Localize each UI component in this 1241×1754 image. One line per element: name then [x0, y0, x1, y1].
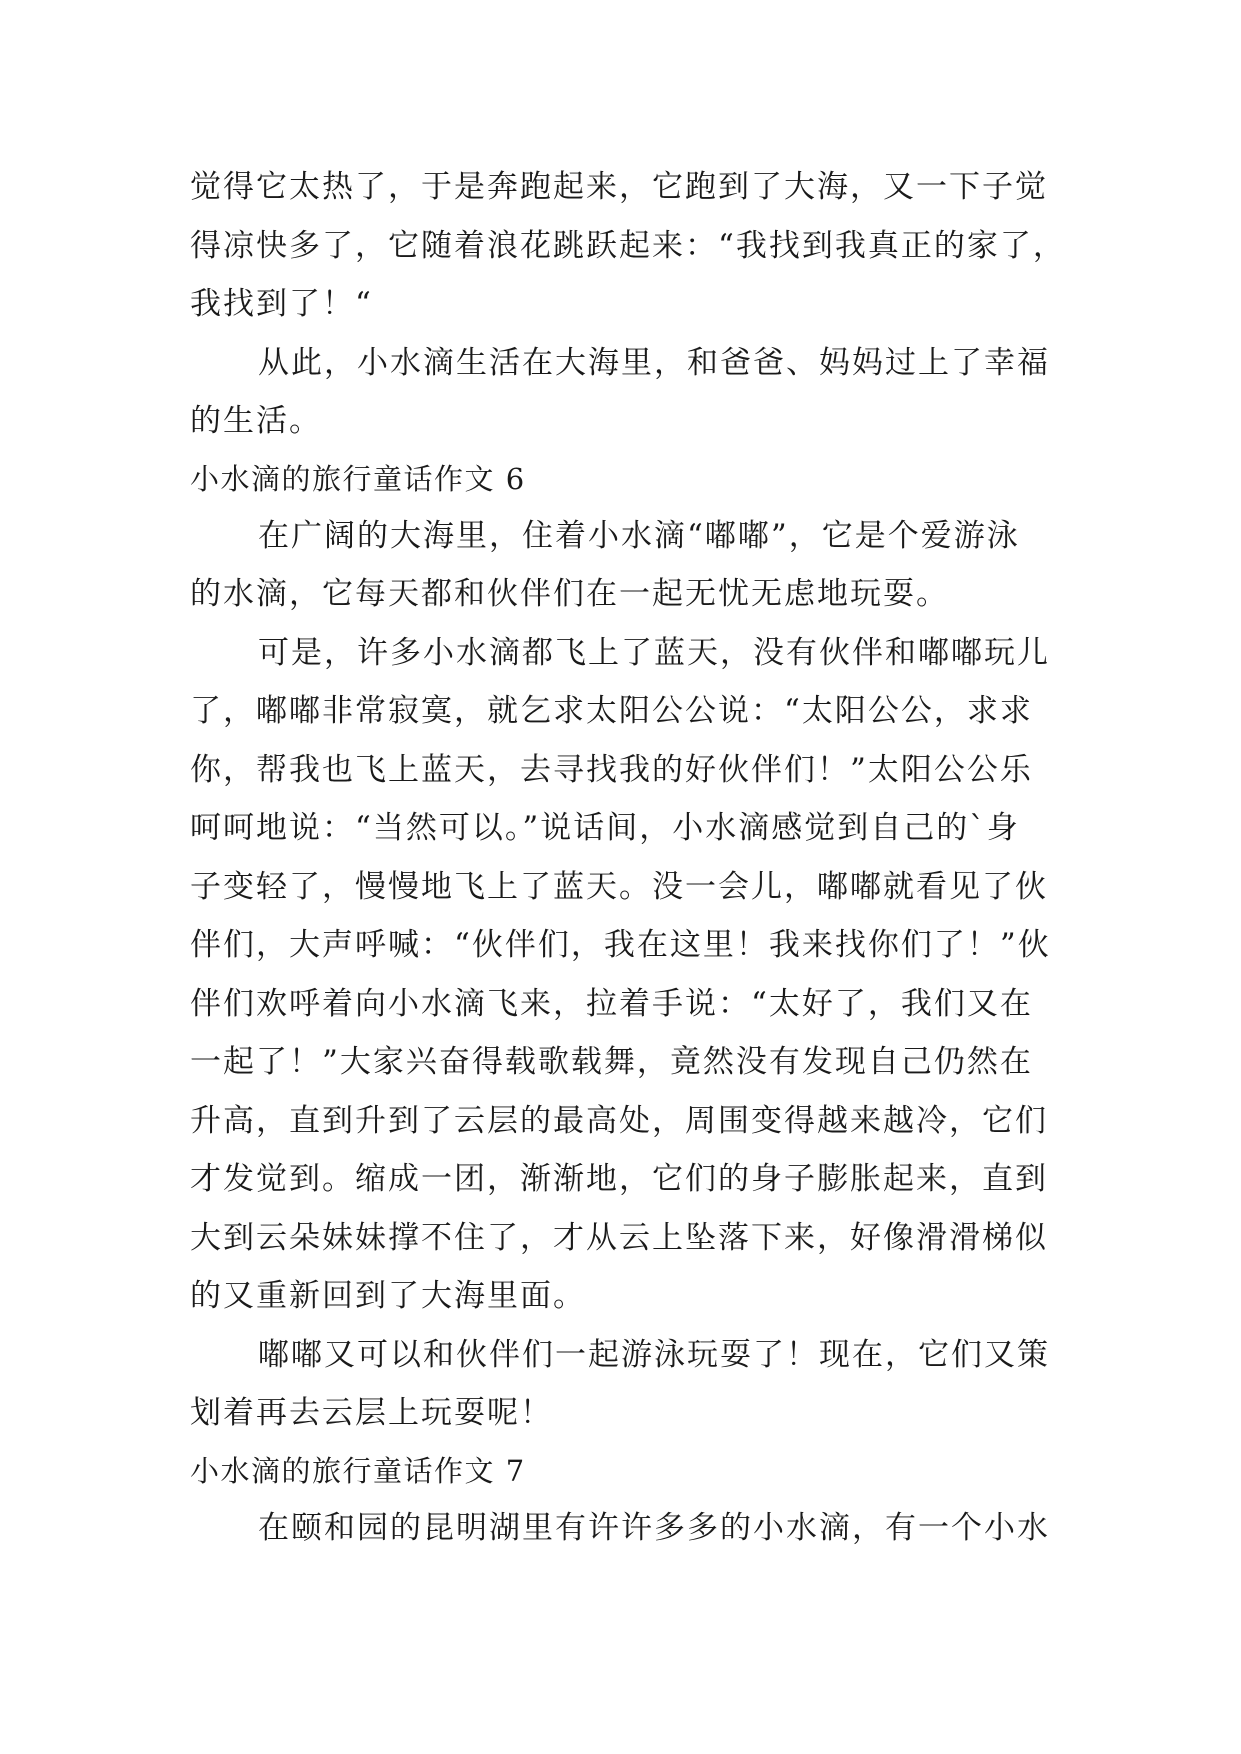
paragraph-start-line: 在广阔的大海里，住着小水滴“嘟嘟”，它是个爱游泳 — [258, 517, 1020, 554]
text-line: 了，嘟嘟非常寂寞，就乞求太阳公公说：“太阳公公，求求 — [190, 693, 1033, 729]
text-line: 呵呵地说：“当然可以。”说话间，小水滴感觉到自己的`身 — [190, 810, 1020, 846]
document-body — [190, 158, 1066, 1557]
text-line: 子变轻了，慢慢地飞上了蓝天。没一会儿，嘟嘟就看见了伙 — [190, 868, 1048, 905]
text-line: 大到云朵妹妹撑不住了，才从云上坠落下来，好像滑滑梯似 — [190, 1219, 1048, 1256]
text-line: 伴们，大声呼喊：“伙伴们，我在这里！我来找你们了！”伙 — [190, 927, 1051, 963]
text-line: 的水滴，它每天都和伙伴们在一起无忧无虑地玩耍。 — [190, 576, 949, 612]
paragraph-start-line: 嘟嘟又可以和伙伴们一起游泳玩耍了！现在，它们又策 — [258, 1336, 1050, 1373]
text-line: 的生活。 — [190, 403, 322, 439]
paragraph-start-line: 可是，许多小水滴都飞上了蓝天，没有伙伴和嘟嘟玩儿 — [258, 634, 1050, 671]
section-heading: 小水滴的旅行童话作文 6 — [190, 461, 526, 496]
text-line: 升高，直到升到了云层的最高处，周围变得越来越冷，它们 — [190, 1102, 1048, 1139]
text-line: 划着再去云层上玩耍呢！ — [190, 1395, 553, 1431]
section-heading: 小水滴的旅行童话作文 7 — [190, 1453, 526, 1488]
text-line: 才发觉到。缩成一团，渐渐地，它们的身子膨胀起来，直到 — [190, 1161, 1048, 1197]
paragraph-start-line: 在颐和园的昆明湖里有许许多多的小水滴，有一个小水 — [258, 1509, 1050, 1546]
text-line: 你，帮我也飞上蓝天，去寻找我的好伙伴们！”太阳公公乐 — [190, 751, 1033, 788]
text-line: 得凉快多了，它随着浪花跳跃起来：“我找到我真正的家了， — [190, 227, 1066, 264]
text-line: 觉得它太热了，于是奔跑起来，它跑到了大海，又一下子觉 — [190, 169, 1048, 205]
text-line: 我找到了！“ — [190, 286, 373, 322]
text-line: 一起了！”大家兴奋得载歌载舞，竟然没有发现自己仍然在 — [190, 1044, 1033, 1080]
paragraph-start-line: 从此，小水滴生活在大海里，和爸爸、妈妈过上了幸福 — [258, 344, 1050, 381]
text-line: 伴们欢呼着向小水滴飞来，拉着手说：“太好了，我们又在 — [190, 985, 1033, 1022]
text-line: 的又重新回到了大海里面。 — [190, 1278, 586, 1314]
